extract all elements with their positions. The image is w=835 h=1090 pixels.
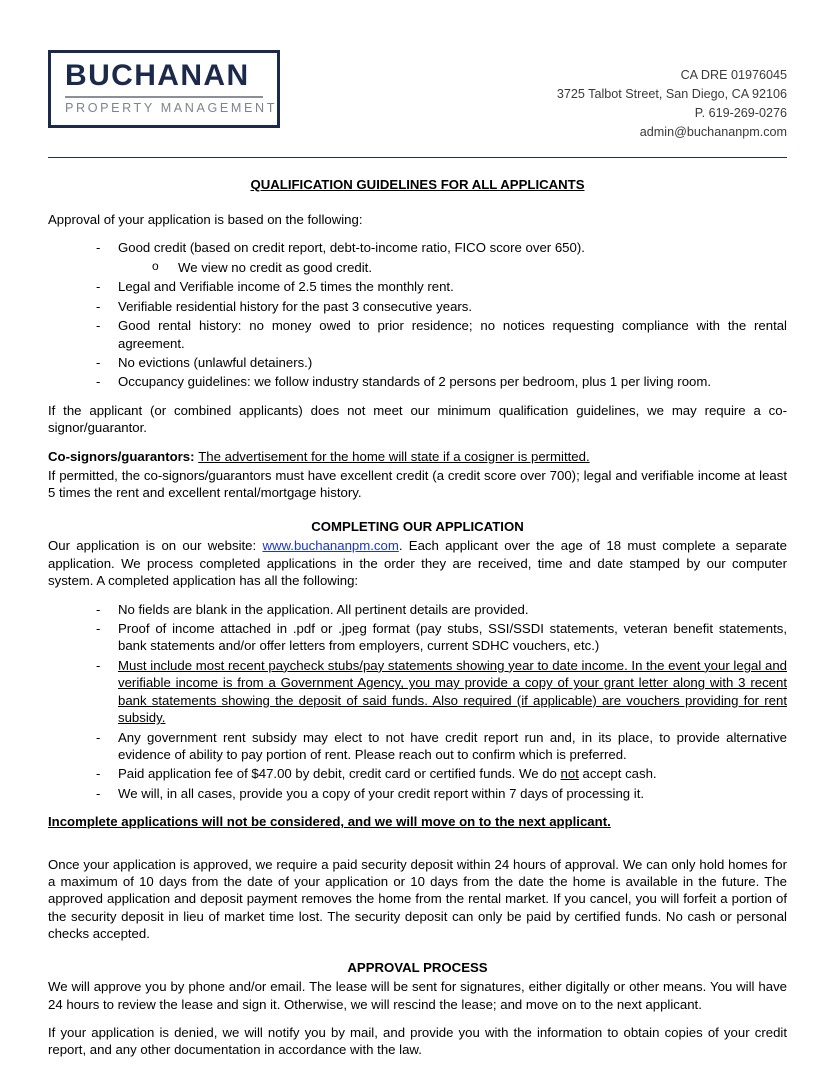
header-divider — [48, 157, 787, 158]
cosigner-detail-paragraph: If permitted, the co-signors/guarantors must have excellent credit (a credit score over 700); legal and verifiable income at least 5 times the rent and excellent rental/mortgage history. — [48, 468, 787, 501]
fee-text-not: not — [560, 766, 579, 782]
list-item: - No evictions (unlawful detainers.) — [96, 354, 787, 371]
contact-email: admin@buchananpm.com — [639, 125, 787, 140]
denial-notice-paragraph: If your application is denied, we will notify you by mail, and provide you with the information to obtain copies of your credit report, and any other documentation in accordance with the law. — [48, 1025, 787, 1058]
letterhead — [48, 40, 787, 143]
qualification-criteria-list — [48, 239, 787, 390]
cosigner-advertisement-note: The advertisement for the home will state if a cosigner is permitted. — [198, 448, 590, 464]
list-item-application-fee — [96, 765, 787, 782]
page-title: QUALIFICATION GUIDELINES FOR ALL APPLICANTS — [250, 176, 585, 192]
fee-text-pre: Paid application fee of $47.00 by debit, credit card or certified funds. We do — [118, 766, 561, 782]
cosigner-label: Co-signors/guarantors — [48, 448, 191, 464]
credit-subnote-list — [96, 259, 787, 276]
section-title-completing: COMPLETING OUR APPLICATION — [311, 518, 524, 534]
list-item: - Good credit (based on credit report, debt-to-income ratio, FICO score over 650). — [96, 239, 787, 256]
application-requirements-list — [48, 601, 787, 803]
list-item: - We will, in all cases, provide you a copy of your credit report within 7 days of processing it. — [96, 785, 787, 802]
approval-process-paragraph: We will approve you by phone and/or email. The lease will be sent for signatures, either digitally or other means. You will have 24 hours to review the lease and sign it. Otherwise, we will rescind the lease; and move on to the next applicant. — [48, 979, 787, 1012]
cosigner-requirement-paragraph: If the applicant (or combined applicants) does not meet our minimum qualification guidelines, we may require a co-signor/guarantor. — [48, 402, 787, 436]
application-lead-text-2: . Each applicant over the age of 18 must complete a separate application. We process completed applications in the order they are received, time and date stamped by our computer system. A completed application has all the following: — [48, 538, 787, 589]
list-item: - Legal and Verifiable income of 2.5 times the monthly rent. — [96, 278, 787, 295]
logo-tagline: PROPERTY MANAGEMENT — [65, 101, 277, 115]
contact-phone: P. 619-269-0276 — [694, 106, 787, 121]
contact-address: 3725 Talbot Street, San Diego, CA 92106 — [556, 87, 787, 102]
fee-text-post: accept cash. — [578, 766, 657, 782]
application-lead-text-1: Our application is on our website: — [48, 538, 263, 554]
list-item: - Proof of income attached in .pdf or .jpeg format (pay stubs, SSI/SSDI statements, veteran benefit statements, bank statements and/or offer letters from employers, current SDHC vouchers, etc.) — [96, 620, 787, 655]
list-item: - Good rental history: no money owed to prior residence; no notices requesting compliance with the rental agreement. — [96, 317, 787, 352]
cosigner-colon: : — [190, 448, 199, 464]
intro-paragraph: Approval of your application is based on the following: — [48, 211, 363, 227]
list-item: o We view no credit as good credit. — [152, 259, 787, 276]
company-logo — [48, 50, 280, 128]
cosigner-heading-line — [48, 448, 787, 465]
contact-block — [557, 50, 787, 143]
list-item: - Verifiable residential history for the past 3 consecutive years. — [96, 298, 787, 315]
incomplete-applications-notice: Incomplete applications will not be considered, and we will move on to the next applicant. — [48, 814, 611, 830]
list-item: - Occupancy guidelines: we follow industry standards of 2 persons per bedroom, plus 1 per living room. — [96, 373, 787, 390]
security-deposit-paragraph: Once your application is approved, we require a paid security deposit within 24 hours of approval. We can only hold homes for a maximum of 10 days from the date of your application or 10 days from the date the home is available in the future. The approved application and deposit payment removes the home from the rental market. If you cancel, you will forfeit a portion of the security deposit in lieu of market time lost. The security deposit can only be paid by certified funds. No cash or personal checks accepted. — [48, 856, 787, 942]
list-item-paycheck-stubs: - Must include most recent paycheck stubs/pay statements showing year to date income. In the event your legal and verifiable income is from a Government Agency, you may provide a copy of your grant letter along with 3 recent bank statements showing the deposit of said funds. Also required (if applicable) are vouchers providing for rent subsidy. — [96, 657, 787, 727]
spacer — [48, 842, 787, 856]
list-item: - No fields are blank in the application. All pertinent details are provided. — [96, 601, 787, 618]
section-title-approval: APPROVAL PROCESS — [347, 959, 488, 975]
contact-license: CA DRE 01976045 — [680, 68, 787, 82]
list-item: - Any government rent subsidy may elect to not have credit report run and, in its place, to provide alternative evidence of ability to pay portion of rent. Please reach out to confirm which is preferred. — [96, 729, 787, 764]
logo-company-name: BUCHANAN — [65, 59, 250, 92]
logo-divider — [65, 96, 263, 98]
application-lead-paragraph — [48, 537, 787, 589]
website-link[interactable]: www.buchananpm.com — [262, 538, 399, 554]
